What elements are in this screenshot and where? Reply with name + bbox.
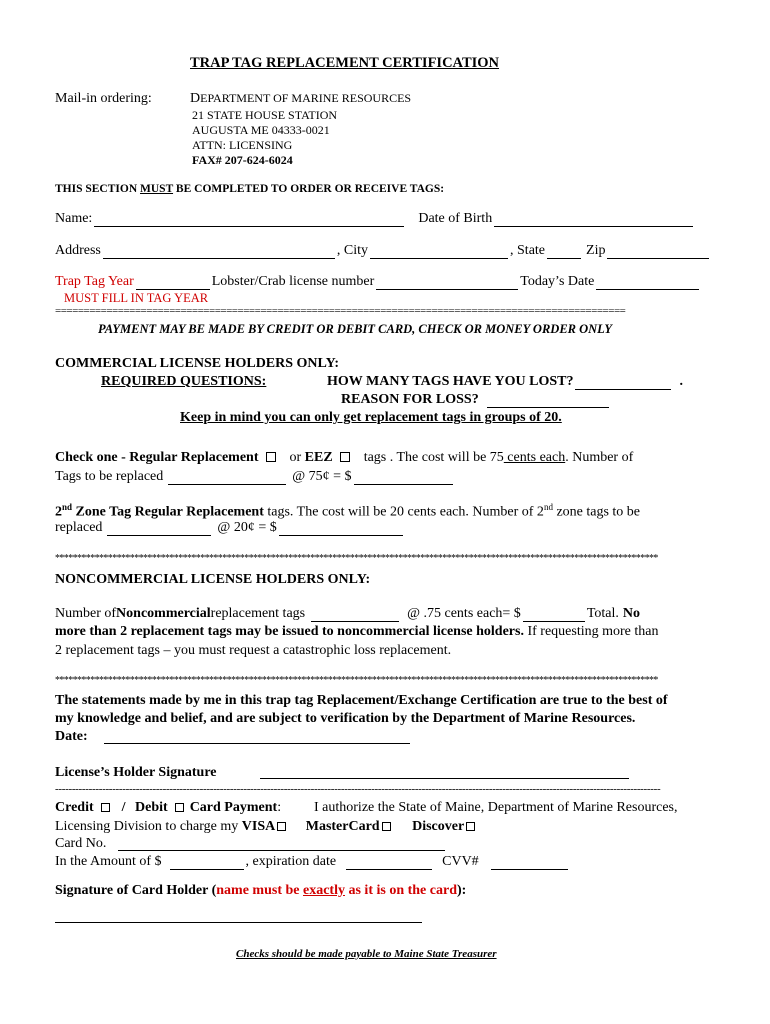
cvv-field[interactable] [491, 857, 568, 870]
expiration-field[interactable] [346, 857, 432, 870]
noncommercial-line-2-bold: more than 2 replacement tags may be issued to noncommercial license holders. [55, 624, 524, 639]
required-questions-label: REQUIRED QUESTIONS: [101, 374, 267, 389]
must-fill-note: MUST FILL IN TAG YEAR [64, 291, 209, 305]
replacement-tags-label: replacement tags [210, 606, 306, 621]
card-payment-row [55, 800, 281, 816]
check-one-row [55, 450, 633, 466]
slash: / [121, 800, 126, 815]
trap-year-field[interactable] [136, 277, 210, 290]
section-pre: THIS SECTION [55, 183, 141, 195]
statement-date-label: Date: [55, 729, 88, 744]
groups-of-20-note: Keep in mind you can only get replacement tags in groups of 20. [180, 410, 562, 425]
card-holder-signature-label [55, 883, 466, 899]
noncommercial-heading: NONCOMMERCIAL LICENSE HOLDERS ONLY: [55, 572, 371, 587]
noncommercial-line-2 [55, 624, 658, 640]
discover-label: Discover [412, 819, 465, 834]
card-holder-sig-pre: Signature of Card Holder ( [55, 883, 217, 898]
card-holder-sig-red-2: as it is on the card [344, 883, 457, 898]
noncommercial-line-3: 2 replacement tags – you must request a catastrophic loss replacement. [55, 643, 452, 658]
license-number-label: Lobster/Crab license number [211, 274, 375, 289]
payment-note: PAYMENT MAY BE MADE BY CREDIT OR DEBIT CARD, CHECK OR MONEY ORDER ONLY [98, 322, 612, 336]
visa-label: VISA [241, 819, 276, 834]
city-field[interactable] [370, 246, 508, 259]
department-name [190, 91, 411, 107]
second-zone-text-sup: nd [543, 502, 553, 512]
at-75-total-field[interactable] [354, 472, 453, 485]
separator-equals: ==================================================================================================== [55, 305, 626, 317]
how-many-label: HOW MANY TAGS HAVE YOU LOST? [327, 374, 574, 389]
city-label: , City [336, 243, 369, 258]
expiration-label: , expiration date [245, 854, 337, 869]
name-label: Name: [55, 211, 93, 226]
address-line-2: AUGUSTA ME 04333-0021 [192, 123, 330, 137]
at-75-label: @ 75¢ = $ [292, 469, 352, 484]
how-many-field[interactable] [575, 377, 671, 390]
state-field[interactable] [547, 246, 581, 259]
commercial-heading: COMMERCIAL LICENSE HOLDERS ONLY: [55, 356, 340, 371]
noncommercial-tags-field[interactable] [311, 609, 399, 622]
replaced-label: replaced [55, 520, 103, 535]
regular-replacement-checkbox[interactable] [266, 452, 276, 462]
card-holder-sig-red-1: name must be [216, 883, 303, 898]
mastercard-label: MasterCard [305, 819, 380, 834]
department-initial: D [190, 91, 201, 106]
second-zone-num: 2 [55, 504, 62, 520]
address-line-1: 21 STATE HOUSE STATION [192, 108, 338, 122]
cents-each-text: cents each [503, 450, 566, 465]
authorize-text: I authorize the State of Maine, Department of Marine Resources, [314, 800, 678, 815]
replaced-row [55, 520, 405, 536]
noncommercial-word: Noncommercial [116, 606, 211, 621]
credit-checkbox[interactable] [101, 803, 110, 812]
debit-checkbox[interactable] [175, 803, 184, 812]
at-20-label: @ 20¢ = $ [217, 520, 277, 535]
todays-date-field[interactable] [596, 277, 699, 290]
separator-stars-1: ***************************************************************************************************************************************** [55, 553, 658, 564]
mail-in-label: Mail-in ordering: [55, 91, 152, 106]
noncommercial-at-75-label: @ .75 cents each= $ [407, 606, 521, 621]
section-must: MUST [140, 183, 174, 195]
card-holder-signature-field[interactable] [55, 910, 422, 923]
footer-note: Checks should be made payable to Maine State Treasurer [236, 948, 497, 960]
number-of-label: Number of [55, 606, 117, 621]
address-label: Address [55, 243, 101, 258]
tags-replaced-row [55, 469, 455, 485]
card-payment-colon: : [277, 800, 282, 815]
page-title: TRAP TAG REPLACEMENT CERTIFICATION [190, 55, 500, 71]
reason-row [341, 392, 611, 408]
zip-label: Zip [586, 243, 606, 258]
or-text: or [289, 450, 302, 465]
section-post: BE COMPLETED TO ORDER OR RECEIVE TAGS: [173, 183, 445, 195]
separator-stars-2: ***************************************************************************************************************************************** [55, 675, 658, 686]
number-of-text: . Number of [565, 450, 634, 465]
reason-field[interactable] [487, 395, 609, 408]
tags-replaced-label: Tags to be replaced [55, 469, 164, 484]
check-one-label: Check one - Regular Replacement [55, 450, 259, 465]
amount-row [55, 854, 570, 870]
discover-checkbox[interactable] [466, 822, 475, 831]
state-label: , State [510, 243, 546, 258]
no-word: No [622, 606, 641, 621]
reason-label: REASON FOR LOSS? [341, 392, 479, 407]
tags-cost-text: tags . The cost will be 75 [363, 450, 504, 465]
amount-field[interactable] [170, 857, 244, 870]
statement-line-2: my knowledge and belief, and are subject to verification by the Department of Marine Resources. [55, 711, 636, 726]
card-holder-sig-post: ): [456, 883, 467, 898]
license-holder-signature-label: License’s Holder Signature [55, 765, 217, 780]
visa-checkbox[interactable] [277, 822, 286, 831]
tags-replaced-field[interactable] [168, 472, 286, 485]
total-label: Total. [586, 606, 619, 621]
cvv-label: CVV# [442, 854, 479, 869]
second-zone-title: Zone Tag Regular Replacement [75, 504, 264, 520]
debit-label: Debit [135, 800, 168, 815]
licensing-charge-text: Licensing Division to charge my [55, 819, 242, 834]
mastercard-checkbox[interactable] [382, 822, 391, 831]
separator-dashes: ------------------------------------------------------------------------------------------------------------------------------------------------------------------------------------ [55, 783, 661, 795]
fax-number: FAX# 207-624-6024 [192, 153, 293, 167]
trap-year-label: Trap Tag Year [55, 274, 134, 289]
card-payment-label: Card Payment [189, 800, 278, 815]
replaced-field[interactable] [107, 523, 211, 536]
statement-date-field[interactable] [104, 731, 410, 744]
second-zone-row [55, 502, 640, 521]
license-holder-signature-field[interactable] [260, 766, 629, 779]
dob-field[interactable] [494, 214, 693, 227]
zip-field[interactable] [607, 246, 709, 259]
second-zone-sup: nd [62, 502, 73, 512]
statement-line-1: The statements made by me in this trap tag Replacement/Exchange Certification are true to the best of [55, 693, 668, 708]
section-instruction [55, 183, 444, 195]
amount-label: In the Amount of $ [55, 854, 162, 869]
card-number-label: Card No. [55, 836, 107, 851]
dob-label: Date of Birth [418, 211, 493, 226]
trap-year-row [55, 274, 701, 290]
address-row [55, 243, 711, 259]
at-20-total-field[interactable] [279, 523, 403, 536]
card-holder-sig-exactly: exactly [303, 883, 345, 898]
license-number-field[interactable] [376, 277, 518, 290]
todays-date-label: Today’s Date [520, 274, 595, 289]
eez-checkbox[interactable] [340, 452, 350, 462]
licensing-charge-row [55, 819, 477, 835]
address-line-3: ATTN: LICENSING [192, 138, 293, 152]
second-zone-text-2: zone tags to be [552, 504, 641, 520]
name-field[interactable] [94, 214, 404, 227]
address-field[interactable] [103, 246, 335, 259]
how-many-row [327, 374, 707, 390]
eez-label: EEZ [304, 450, 333, 465]
how-many-period: . [679, 374, 683, 389]
noncommercial-row-1 [55, 606, 685, 622]
noncommercial-line-2-rest: If requesting more than [523, 624, 659, 639]
credit-label: Credit [55, 800, 94, 815]
card-number-field[interactable] [118, 838, 445, 851]
department-rest: EPARTMENT OF MARINE RESOURCES [200, 91, 412, 105]
second-zone-text: tags. The cost will be 20 cents each. Number of 2 [263, 504, 544, 520]
name-row [55, 211, 695, 227]
noncommercial-total-field[interactable] [523, 609, 585, 622]
